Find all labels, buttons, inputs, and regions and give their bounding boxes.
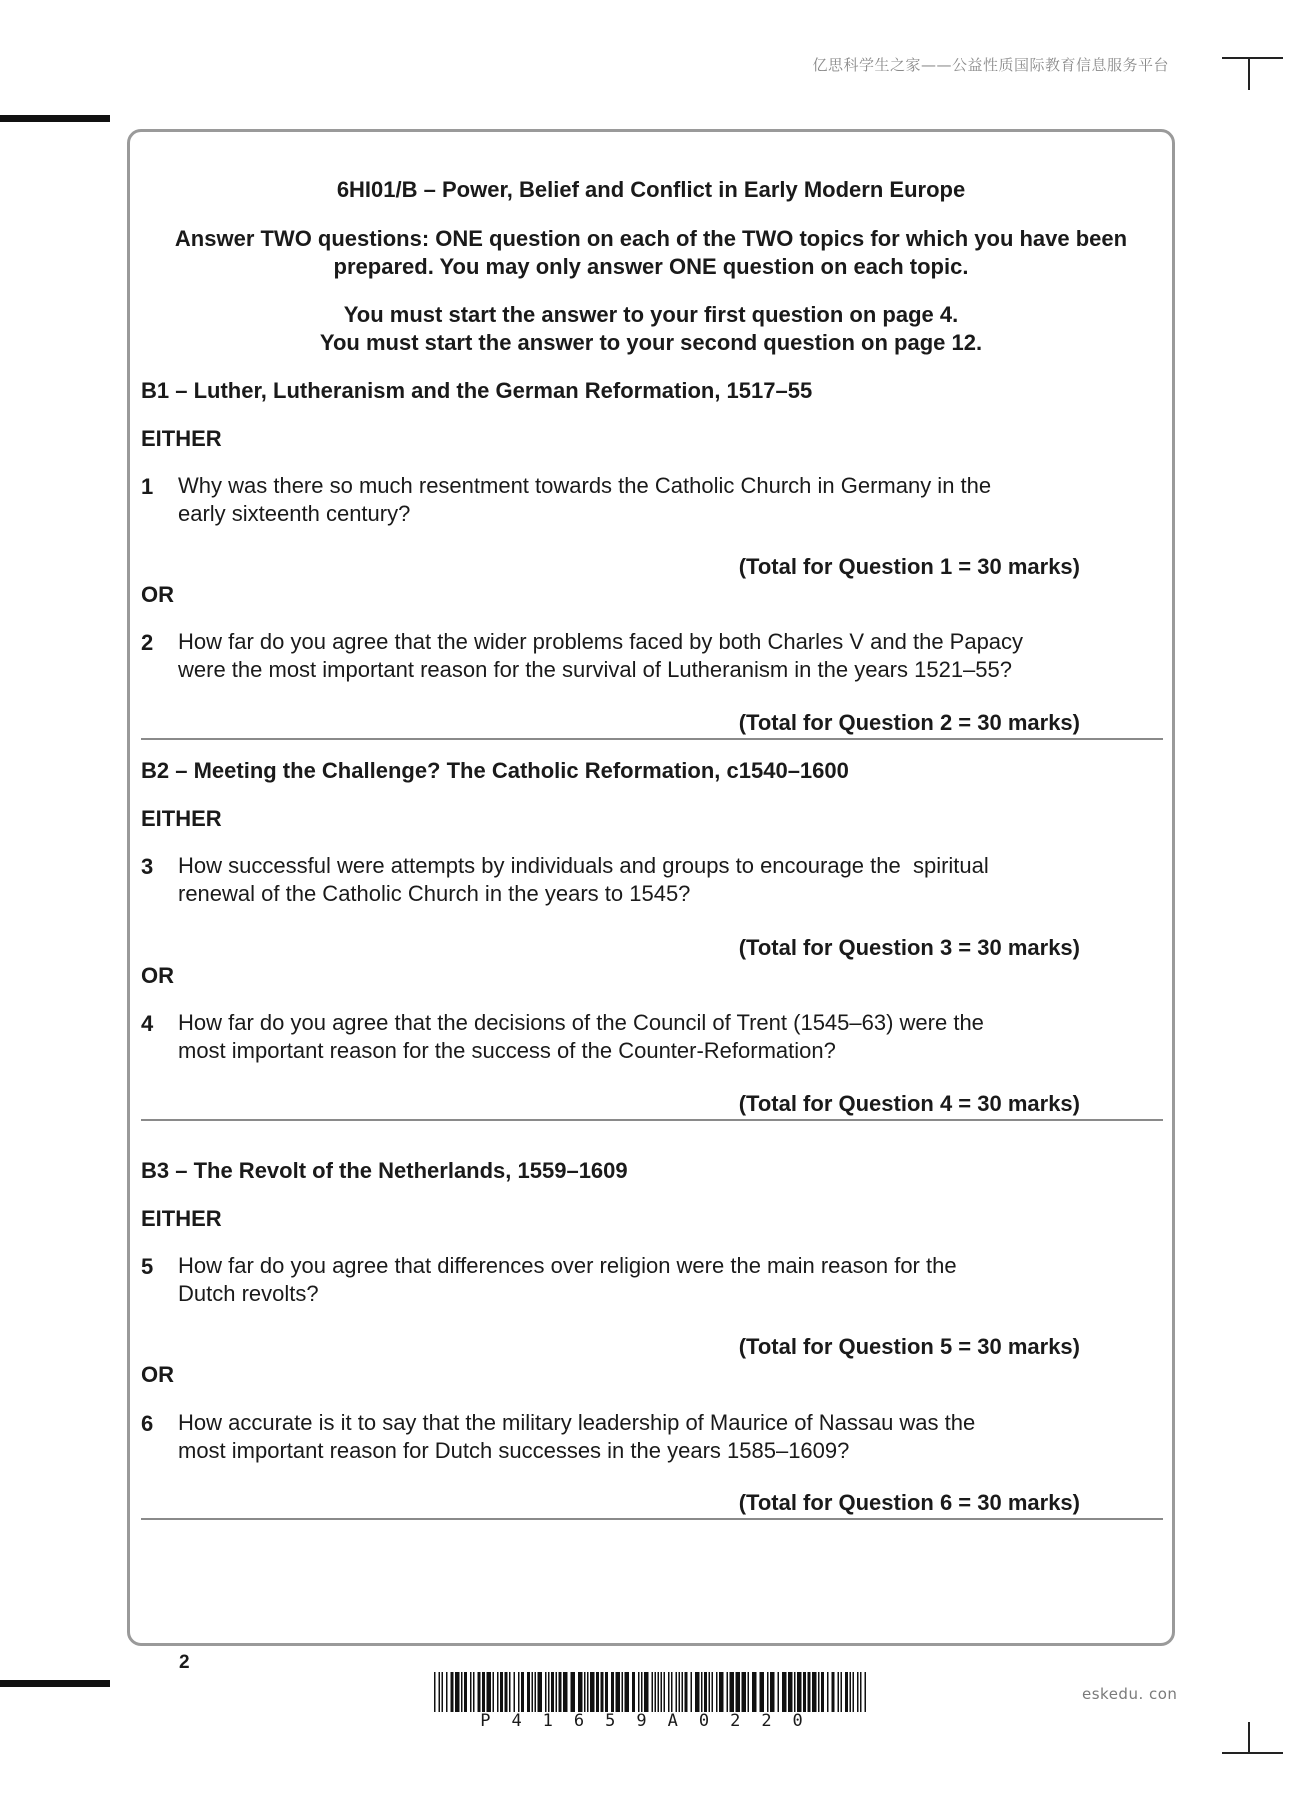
question-line: Dutch revolts? <box>178 1281 319 1306</box>
question-number: 3 <box>141 854 154 879</box>
barcode-icon <box>434 1672 870 1712</box>
question-line: How far do you agree that the decisions of the Council of Trent (1545–63) were the <box>178 1010 984 1035</box>
question-total: (Total for Question 2 = 30 marks) <box>738 710 1080 735</box>
question-text <box>178 1009 1058 1065</box>
or-label: OR <box>141 963 174 988</box>
question-total: (Total for Question 4 = 30 marks) <box>738 1091 1080 1116</box>
question-line: renewal of the Catholic Church in the years to 1545? <box>178 881 691 906</box>
question-total: (Total for Question 5 = 30 marks) <box>738 1334 1080 1359</box>
barcode-number: P41659A0220 <box>480 1711 824 1731</box>
question-line: Why was there so much resentment towards the Catholic Church in Germany in the <box>178 473 992 498</box>
question-text <box>178 472 1058 528</box>
question-line: How accurate is it to say that the military leadership of Maurice of Nassau was the <box>178 1410 976 1435</box>
margin-bar-bottom <box>0 1680 110 1687</box>
question-text <box>178 628 1058 684</box>
section-heading-b2: B2 – Meeting the Challenge? The Catholic Reformation, c1540–1600 <box>141 758 849 783</box>
crop-mark-top-v <box>1248 57 1250 90</box>
crop-mark-top-h <box>1222 57 1283 59</box>
either-label: EITHER <box>141 806 222 831</box>
question-number: 5 <box>141 1254 154 1279</box>
question-number: 2 <box>141 630 154 655</box>
start-instruction-2: You must start the answer to your second question on page 12. <box>319 330 983 355</box>
question-line: How far do you agree that the wider problems faced by both Charles V and the Papacy <box>178 629 1024 654</box>
section-divider <box>141 1119 1163 1121</box>
question-total: (Total for Question 1 = 30 marks) <box>738 554 1080 579</box>
question-line: were the most important reason for the survival of Lutheranism in the years 1521–55? <box>178 657 1013 682</box>
question-line: How successful were attempts by individuals and groups to encourage the spiritual <box>178 853 989 878</box>
or-label: OR <box>141 1362 174 1387</box>
question-line: early sixteenth century? <box>178 501 411 526</box>
start-instruction-1: You must start the answer to your first question on page 4. <box>343 302 959 327</box>
either-label: EITHER <box>141 1206 222 1231</box>
section-heading-b3: B3 – The Revolt of the Netherlands, 1559–1609 <box>141 1158 628 1183</box>
crop-mark-bottom-v <box>1248 1722 1250 1754</box>
paper-title: 6HI01/B – Power, Belief and Conflict in Early Modern Europe <box>336 177 966 202</box>
footer-site-text: eskedu. con <box>1082 1685 1178 1703</box>
section-divider <box>141 738 1163 740</box>
question-total: (Total for Question 3 = 30 marks) <box>738 935 1080 960</box>
section-divider <box>141 1518 1163 1520</box>
instruction-line-2: prepared. You may only answer ONE question on each topic. <box>333 254 969 279</box>
or-label: OR <box>141 582 174 607</box>
section-heading-b1: B1 – Luther, Lutheranism and the German Reformation, 1517–55 <box>141 378 813 403</box>
page-number: 2 <box>179 1652 190 1673</box>
margin-bar-top <box>0 115 110 122</box>
crop-mark-bottom-h <box>1222 1752 1283 1754</box>
question-number: 1 <box>141 474 154 499</box>
question-number: 4 <box>141 1011 154 1036</box>
header-site-note: 亿思科学生之家——公益性质国际教育信息服务平台 <box>812 56 1169 74</box>
question-total: (Total for Question 6 = 30 marks) <box>738 1490 1080 1515</box>
question-line: most important reason for the success of the Counter-Reformation? <box>178 1038 836 1063</box>
question-text <box>178 1252 1058 1308</box>
question-text <box>178 852 1058 908</box>
question-number: 6 <box>141 1411 154 1436</box>
question-line: How far do you agree that differences over religion were the main reason for the <box>178 1253 957 1278</box>
either-label: EITHER <box>141 426 222 451</box>
question-text <box>178 1409 1058 1465</box>
instruction-line-1: Answer TWO questions: ONE question on each of the TWO topics for which you have been <box>174 226 1128 251</box>
question-line: most important reason for Dutch successes in the years 1585–1609? <box>178 1438 850 1463</box>
